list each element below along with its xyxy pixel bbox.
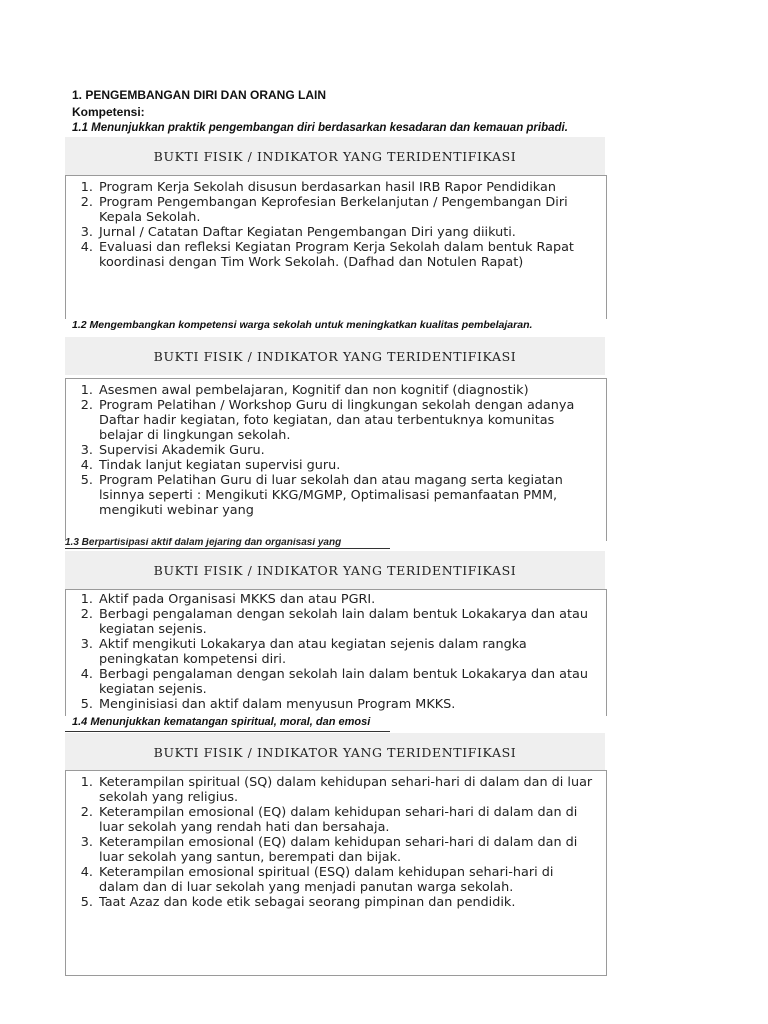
- list-item: 1. Keterampilan spiritual (SQ) dalam kehidupan sehari-hari di dalam dan di luar sekolah yang religius.: [97, 775, 596, 805]
- table-header-label: BUKTI FISIK / INDIKATOR YANG TERIDENTIFIKASI: [153, 348, 517, 364]
- indicator-list-1-1: [66, 180, 606, 270]
- list-item: 4. Tindak lanjut kegiatan supervisi guru.: [97, 458, 596, 473]
- list-item: 4. Keterampilan emosional spiritual (ESQ) dalam kehidupan sehari-hari di dalam dan di luar sekolah yang menjadi panutan warga sekolah.: [97, 865, 596, 895]
- table-header-label: BUKTI FISIK / INDIKATOR YANG TERIDENTIFIKASI: [153, 744, 517, 760]
- table-header-1-4: [65, 733, 605, 771]
- table-header-label: BUKTI FISIK / INDIKATOR YANG TERIDENTIFIKASI: [153, 148, 517, 164]
- section-title-1-4: 1.4 Menunjukkan kematangan spiritual, moral, dan emosi: [72, 716, 371, 728]
- indicator-box-1-1: [65, 175, 607, 319]
- indicator-list-1-2: [66, 383, 606, 518]
- list-item: 5. Taat Azaz dan kode etik sebagai seorang pimpinan dan pendidik.: [97, 895, 596, 910]
- list-item: 2. Keterampilan emosional (EQ) dalam kehidupan sehari-hari di dalam dan di luar sekolah yang rendah hati dan bersahaja.: [97, 805, 596, 835]
- list-item: 4. Evaluasi dan refleksi Kegiatan Program Kerja Sekolah dalam bentuk Rapat koordinasi dengan Tim Work Sekolah. (Dafhad dan Notulen Rapat): [97, 240, 596, 270]
- page-heading: 1. PENGEMBANGAN DIRI DAN ORANG LAIN: [72, 88, 327, 102]
- list-item: 4. Berbagi pengalaman dengan sekolah lain dalam bentuk Lokakarya dan atau kegiatan sejenis.: [97, 667, 596, 697]
- list-item: 3. Keterampilan emosional (EQ) dalam kehidupan sehari-hari di dalam dan di luar sekolah yang santun, berempati dan bijak.: [97, 835, 596, 865]
- section-title-1-2: 1.2 Mengembangkan kompetensi warga sekolah untuk meningkatkan kualitas pembelajaran.: [72, 319, 533, 331]
- list-item: 2. Berbagi pengalaman dengan sekolah lain dalam bentuk Lokakarya dan atau kegiatan sejenis.: [97, 607, 596, 637]
- list-item: 1. Program Kerja Sekolah disusun berdasarkan hasil IRB Rapor Pendidikan: [97, 180, 596, 195]
- list-item: 5. Program Pelatihan Guru di luar sekolah dan atau magang serta kegiatan lsinnya seperti : Mengikuti KKG/MGMP, Optimalisasi pemanfaatan PMM, mengikuti webinar yang: [97, 473, 596, 518]
- list-item: 3. Jurnal / Catatan Daftar Kegiatan Pengembangan Diri yang diikuti.: [97, 225, 596, 240]
- indicator-box-1-2: [65, 378, 607, 541]
- indicator-box-1-3: [65, 589, 607, 716]
- table-header-label: BUKTI FISIK / INDIKATOR YANG TERIDENTIFIKASI: [153, 562, 517, 578]
- list-item: 3. Supervisi Akademik Guru.: [97, 443, 596, 458]
- list-item: 1. Aktif pada Organisasi MKKS dan atau PGRI.: [97, 592, 596, 607]
- indicator-list-1-3: [66, 592, 606, 712]
- list-item: 5. Menginisiasi dan aktif dalam menyusun Program MKKS.: [97, 697, 596, 712]
- list-item: 2. Program Pengembangan Keprofesian Berkelanjutan / Pengembangan Diri Kepala Sekolah.: [97, 195, 596, 225]
- table-header-1-3: [65, 551, 605, 589]
- indicator-list-1-4: [66, 775, 606, 910]
- kompetensi-label: Kompetensi:: [72, 105, 145, 119]
- section-title-1-3: 1.3 Berpartisipasi aktif dalam jejaring dan organisasi yang: [65, 538, 342, 548]
- table-header-1-2: [65, 337, 605, 375]
- list-item: 3. Aktif mengikuti Lokakarya dan atau kegiatan sejenis dalam rangka peningkatan kompetensi diri.: [97, 637, 596, 667]
- table-header-1-1: [65, 137, 605, 175]
- section-title-1-1: 1.1 Menunjukkan praktik pengembangan diri berdasarkan kesadaran dan kemauan pribadi.: [72, 122, 568, 134]
- indicator-box-1-4: [65, 770, 607, 976]
- section-underline: [65, 731, 390, 732]
- section-underline: [65, 548, 390, 549]
- list-item: 1. Asesmen awal pembelajaran, Kognitif dan non kognitif (diagnostik): [97, 383, 596, 398]
- list-item: 2. Program Pelatihan / Workshop Guru di lingkungan sekolah dengan adanya Daftar hadir kegiatan, foto kegiatan, dan atau terbentuknya komunitas belajar di lingkungan sekolah.: [97, 398, 596, 443]
